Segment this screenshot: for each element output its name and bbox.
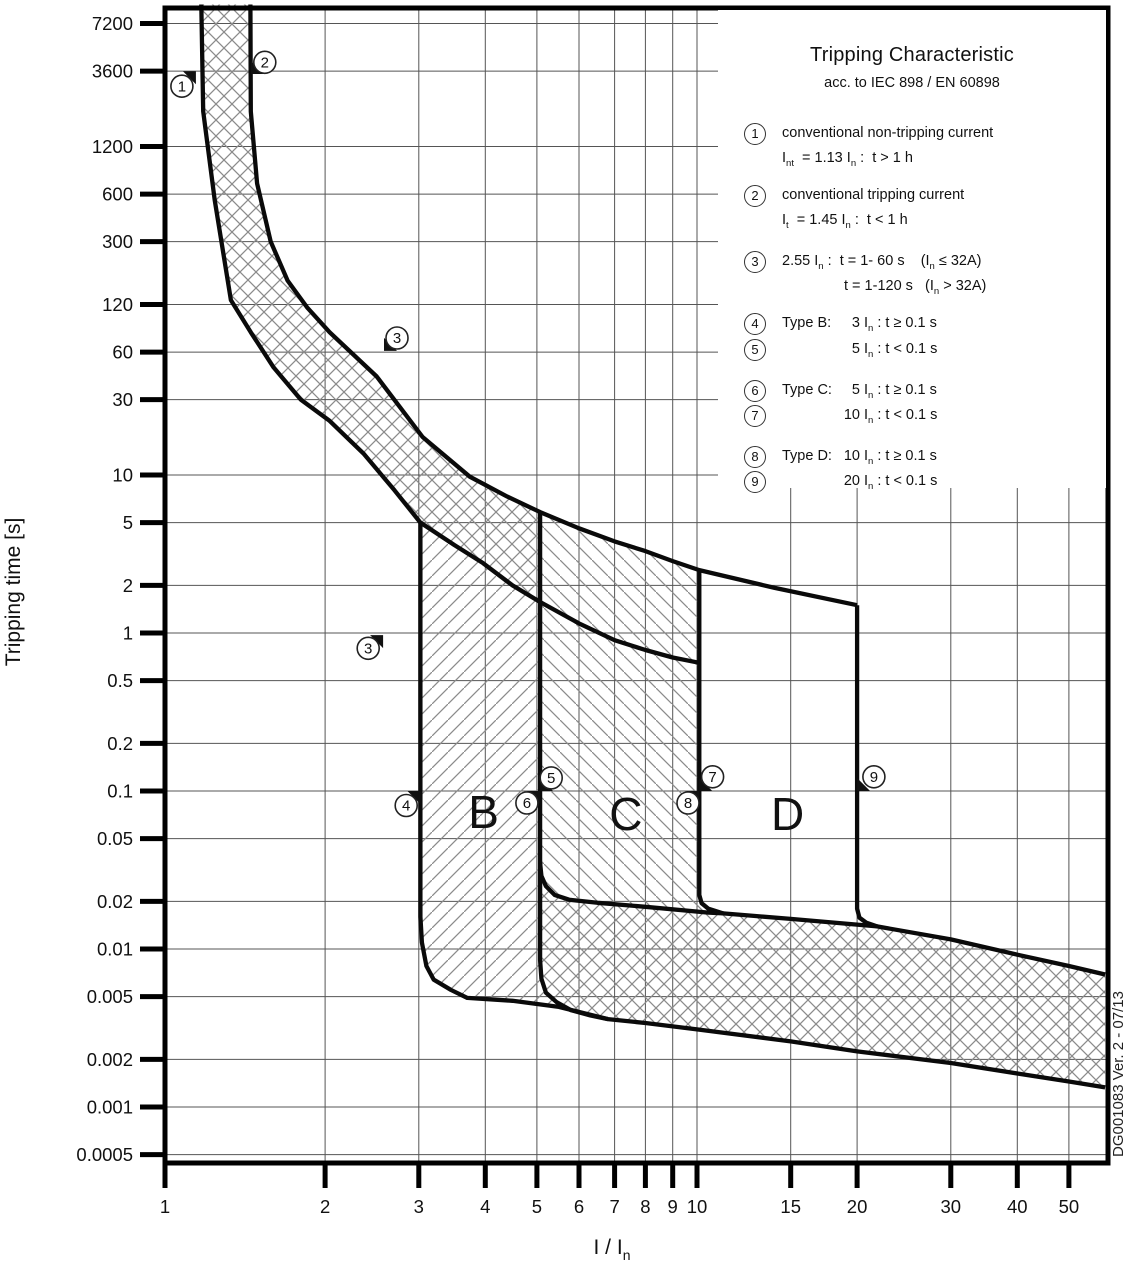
y-tick-label: 0.001	[86, 1096, 133, 1118]
x-tick-label: 7	[609, 1196, 620, 1217]
marker-number-1: 1	[177, 78, 187, 96]
legend-item-3	[744, 249, 1106, 299]
x-tick-label: 5	[531, 1196, 543, 1217]
x-tick-label: 10	[686, 1196, 708, 1217]
legend-subtitle: acc. to IEC 898 / EN 60898	[824, 75, 1000, 91]
x-axis-title: I / $I_n$	[593, 1236, 631, 1263]
legend-item-5	[744, 337, 1106, 362]
y-tick-label: 0.005	[86, 986, 133, 1008]
legend-item-text: 5 $I_n$ : t < 0.1 s	[851, 341, 938, 360]
legend-item-text: 20 $I_n$ : t < 0.1 s	[843, 473, 938, 492]
legend-item-text: conventional non-tripping current $I_{nt} = 1.13$ $I_n$ : t > 1 h	[782, 125, 994, 169]
x-tick-label: 4	[480, 1196, 491, 1217]
legend-item-number-5: 5	[744, 339, 766, 361]
legend-item-number-4: 4	[744, 313, 766, 335]
x-tick-label: 8	[640, 1196, 651, 1217]
y-tick-label: 2	[122, 574, 133, 596]
legend-item-text: 2.55 $I_n$ : t = 1- 60 s $(I_n \le 32A)$ t = 1-120 s $(I_n > 32A)$	[782, 253, 987, 297]
zone-label-C: C	[609, 787, 643, 840]
legend-title: Tripping Characteristic	[810, 44, 1014, 66]
marker-number-2: 2	[260, 54, 269, 72]
legend-item-6	[744, 378, 1106, 403]
marker-number-5: 5	[547, 770, 556, 788]
x-tick-label: 20	[846, 1196, 868, 1217]
y-tick-label: 60	[112, 341, 133, 363]
y-tick-label: 7200	[91, 13, 133, 34]
x-tick-label: 40	[1007, 1196, 1028, 1217]
legend-item-number-9: 9	[744, 471, 766, 493]
y-tick-label: 0.01	[96, 938, 133, 960]
x-tick-label: 15	[780, 1196, 801, 1217]
marker-number-7: 7	[708, 769, 717, 786]
x-tick-label: 9	[667, 1196, 678, 1217]
y-tick-label: 30	[112, 389, 133, 411]
y-tick-label: 0.002	[86, 1048, 133, 1070]
y-tick-label: 0.05	[96, 828, 133, 850]
legend-item-number-8: 8	[744, 446, 766, 468]
x-tick-label: 1	[159, 1196, 171, 1217]
y-tick-label: 5	[122, 512, 133, 534]
legend-item-number-7: 7	[744, 405, 766, 427]
y-tick-label: 0.0005	[76, 1144, 133, 1166]
legend-item-8	[744, 444, 1106, 469]
legend	[718, 10, 1106, 492]
zone-label-B: B	[468, 786, 499, 839]
legend-item-text: Type C: 5 $I_n$ : t ≥ 0.1 s	[782, 382, 937, 401]
y-tick-label: 300	[102, 231, 133, 253]
marker-number-6: 6	[522, 795, 532, 813]
x-tick-label: 3	[413, 1196, 424, 1217]
y-tick-label: 0.02	[96, 890, 133, 912]
y-tick-label: 120	[102, 294, 133, 315]
legend-item-number-6: 6	[744, 380, 766, 402]
zone-label-D: D	[770, 787, 805, 840]
legend-item-text: 10 $I_n$ : t < 0.1 s	[843, 407, 938, 426]
boundary-10In	[699, 570, 723, 913]
x-tick-label: 50	[1058, 1196, 1080, 1217]
legend-item-text: Type D: 10 $I_n$ : t ≥ 0.1 s	[782, 448, 937, 467]
y-tick-label: 0.1	[107, 780, 133, 802]
legend-item-1	[744, 121, 1106, 171]
marker-number-3: 3	[392, 330, 402, 348]
y-tick-label: 600	[102, 183, 133, 205]
document-id-note: DG001083 Ver. 2 - 07/13	[1110, 991, 1127, 1157]
legend-item-2	[744, 183, 1106, 233]
marker-number-9: 9	[869, 769, 879, 786]
legend-item-number-1: 1	[744, 123, 766, 145]
y-tick-label: 1200	[91, 136, 133, 157]
legend-item-text: conventional tripping current $I_t = 1.45$ $I_n$ : t < 1 h	[782, 187, 965, 231]
legend-item-4	[744, 311, 1106, 336]
legend-item-number-2: 2	[744, 185, 766, 207]
legend-items	[718, 121, 1106, 494]
y-tick-label: 1	[122, 622, 133, 644]
legend-item-7	[744, 403, 1106, 428]
y-tick-label: 3600	[91, 60, 133, 82]
region-type-c-zone	[540, 512, 723, 913]
y-tick-label: 0.2	[107, 732, 133, 754]
y-tick-label: 0.5	[107, 670, 133, 692]
marker-number-4: 4	[402, 797, 411, 815]
y-axis-title: Tripping time [s]	[2, 517, 25, 667]
y-tick-label: 10	[112, 464, 133, 486]
legend-item-9	[744, 469, 1106, 494]
x-tick-label: 30	[940, 1196, 962, 1217]
legend-item-text: Type B: 3 $I_n$ : t ≥ 0.1 s	[782, 315, 937, 334]
x-tick-label: 2	[319, 1196, 331, 1217]
x-tick-label: 6	[573, 1196, 585, 1217]
legend-item-number-3: 3	[744, 251, 766, 273]
marker-number-8: 8	[683, 795, 693, 813]
marker-number-3: 3	[364, 640, 373, 658]
